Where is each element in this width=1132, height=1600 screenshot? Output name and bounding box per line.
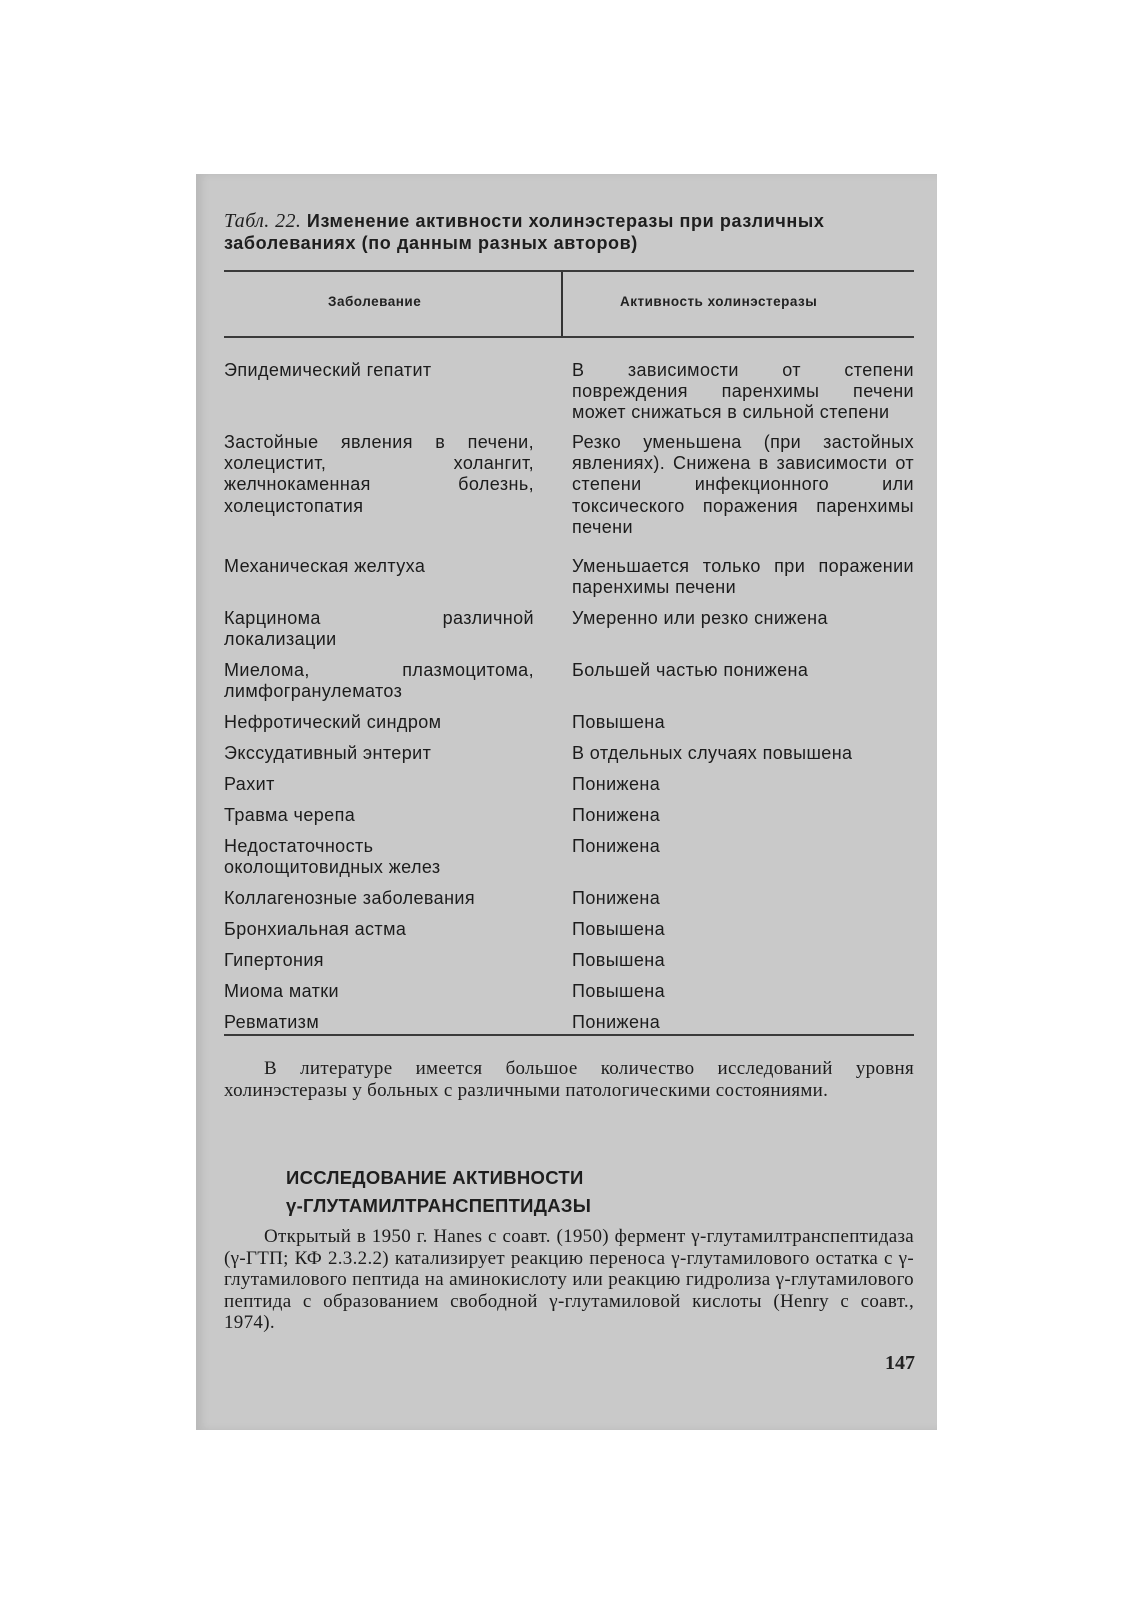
activity-cell: Повышена: [572, 950, 666, 970]
disease-cell: Застойные явления в печени, холецистит, холангит, желчнокаменная болезнь, холецистопатия: [224, 432, 534, 516]
activity-cell: Повышена: [572, 919, 666, 939]
disease-cell: Нефротический синдром: [224, 712, 442, 732]
disease-cell: Коллагенозные заболевания: [224, 888, 476, 908]
activity-cell: Понижена: [572, 836, 661, 856]
table-row: [224, 660, 914, 712]
table-row: [224, 950, 914, 981]
activity-cell: Повышена: [572, 712, 666, 732]
section-title-line-1: ИССЛЕДОВАНИЕ АКТИВНОСТИ: [286, 1167, 584, 1188]
activity-cell: Понижена: [572, 888, 661, 908]
activity-cell: В зависимости от степени повреждения паренхимы печени может снижаться в сильной степени: [572, 360, 914, 423]
disease-cell: Ревматизм: [224, 1012, 320, 1032]
table-row: [224, 1012, 914, 1043]
table-row: [224, 805, 914, 836]
page-number: 147: [885, 1352, 915, 1374]
disease-cell: Карцинома различной локализации: [224, 608, 534, 650]
disease-cell: Экссудативный энтерит: [224, 743, 432, 763]
table-header-rule: [224, 336, 914, 338]
disease-cell: Механическая желтуха: [224, 556, 426, 576]
table-bottom-rule: [224, 1034, 914, 1036]
disease-cell: Миома матки: [224, 981, 340, 1001]
header-divider: [561, 272, 563, 338]
paragraph-literature: В литературе имеется большое количество исследований уровня холинэстеразы у больных с различными патологическими состояниями.: [224, 1058, 914, 1101]
table-row: [224, 432, 914, 556]
disease-cell: Рахит: [224, 774, 275, 794]
activity-cell: Понижена: [572, 805, 661, 825]
table-row: [224, 556, 914, 608]
activity-cell: Большей частью понижена: [572, 660, 809, 680]
disease-cell: Эпидемический гепатит: [224, 360, 432, 380]
disease-cell: Травма черепа: [224, 805, 356, 825]
activity-cell: В отдельных случаях повышена: [572, 743, 853, 763]
table-row: [224, 774, 914, 805]
activity-cell: Резко уменьшена (при застойных явлениях). Снижена в зависимости от степени инфекционного или токсического поражения паренхимы печени: [572, 432, 914, 537]
table-caption: [224, 210, 914, 254]
disease-cell: Миелома, плазмоцитома, лимфогранулематоз: [224, 660, 534, 702]
section-title: [286, 1164, 846, 1220]
table-row: [224, 836, 914, 888]
disease-cell: Недостаточность околощитовидных желез: [224, 836, 441, 878]
table-caption-text: Изменение активности холинэстеразы при различных заболеваниях (по данным разных авторов): [224, 211, 825, 253]
table-row: [224, 888, 914, 919]
table-row: [224, 981, 914, 1012]
disease-cell: Гипертония: [224, 950, 324, 970]
header-disease: Заболевание: [328, 294, 422, 309]
activity-cell: Понижена: [572, 774, 661, 794]
header-activity: Активность холинэстеразы: [620, 294, 818, 309]
section-title-line-2: γ-ГЛУТАМИЛТРАНСПЕПТИДАЗЫ: [286, 1195, 592, 1216]
table-caption-prefix: Табл. 22.: [224, 210, 302, 232]
activity-cell: Уменьшается только при поражении паренхимы печени: [572, 556, 914, 598]
activity-cell: Умеренно или резко снижена: [572, 608, 828, 628]
table-row: [224, 743, 914, 774]
disease-cell: Бронхиальная астма: [224, 919, 407, 939]
table-row: [224, 919, 914, 950]
activity-cell: Понижена: [572, 1012, 661, 1032]
book-page: [196, 174, 937, 1430]
table-row: [224, 360, 914, 432]
table-row: [224, 712, 914, 743]
table-header-row: [224, 272, 914, 336]
paragraph-ggtp: Открытый в 1950 г. Hanes с соавт. (1950) фермент γ-глутамилтранспептидаза (γ-ГТП; КФ 2.3.2.2) катализирует реакцию переноса γ-глутамилового остатка с γ-глутамилового пептида на аминокислоту или реакцию гидролиза γ-глутамилового пептида с образованием свободной γ-глутамиловой кислоты (Henry с соавт., 1974).: [224, 1226, 914, 1333]
table-row: [224, 608, 914, 660]
table-body: [224, 360, 914, 1043]
activity-cell: Повышена: [572, 981, 666, 1001]
